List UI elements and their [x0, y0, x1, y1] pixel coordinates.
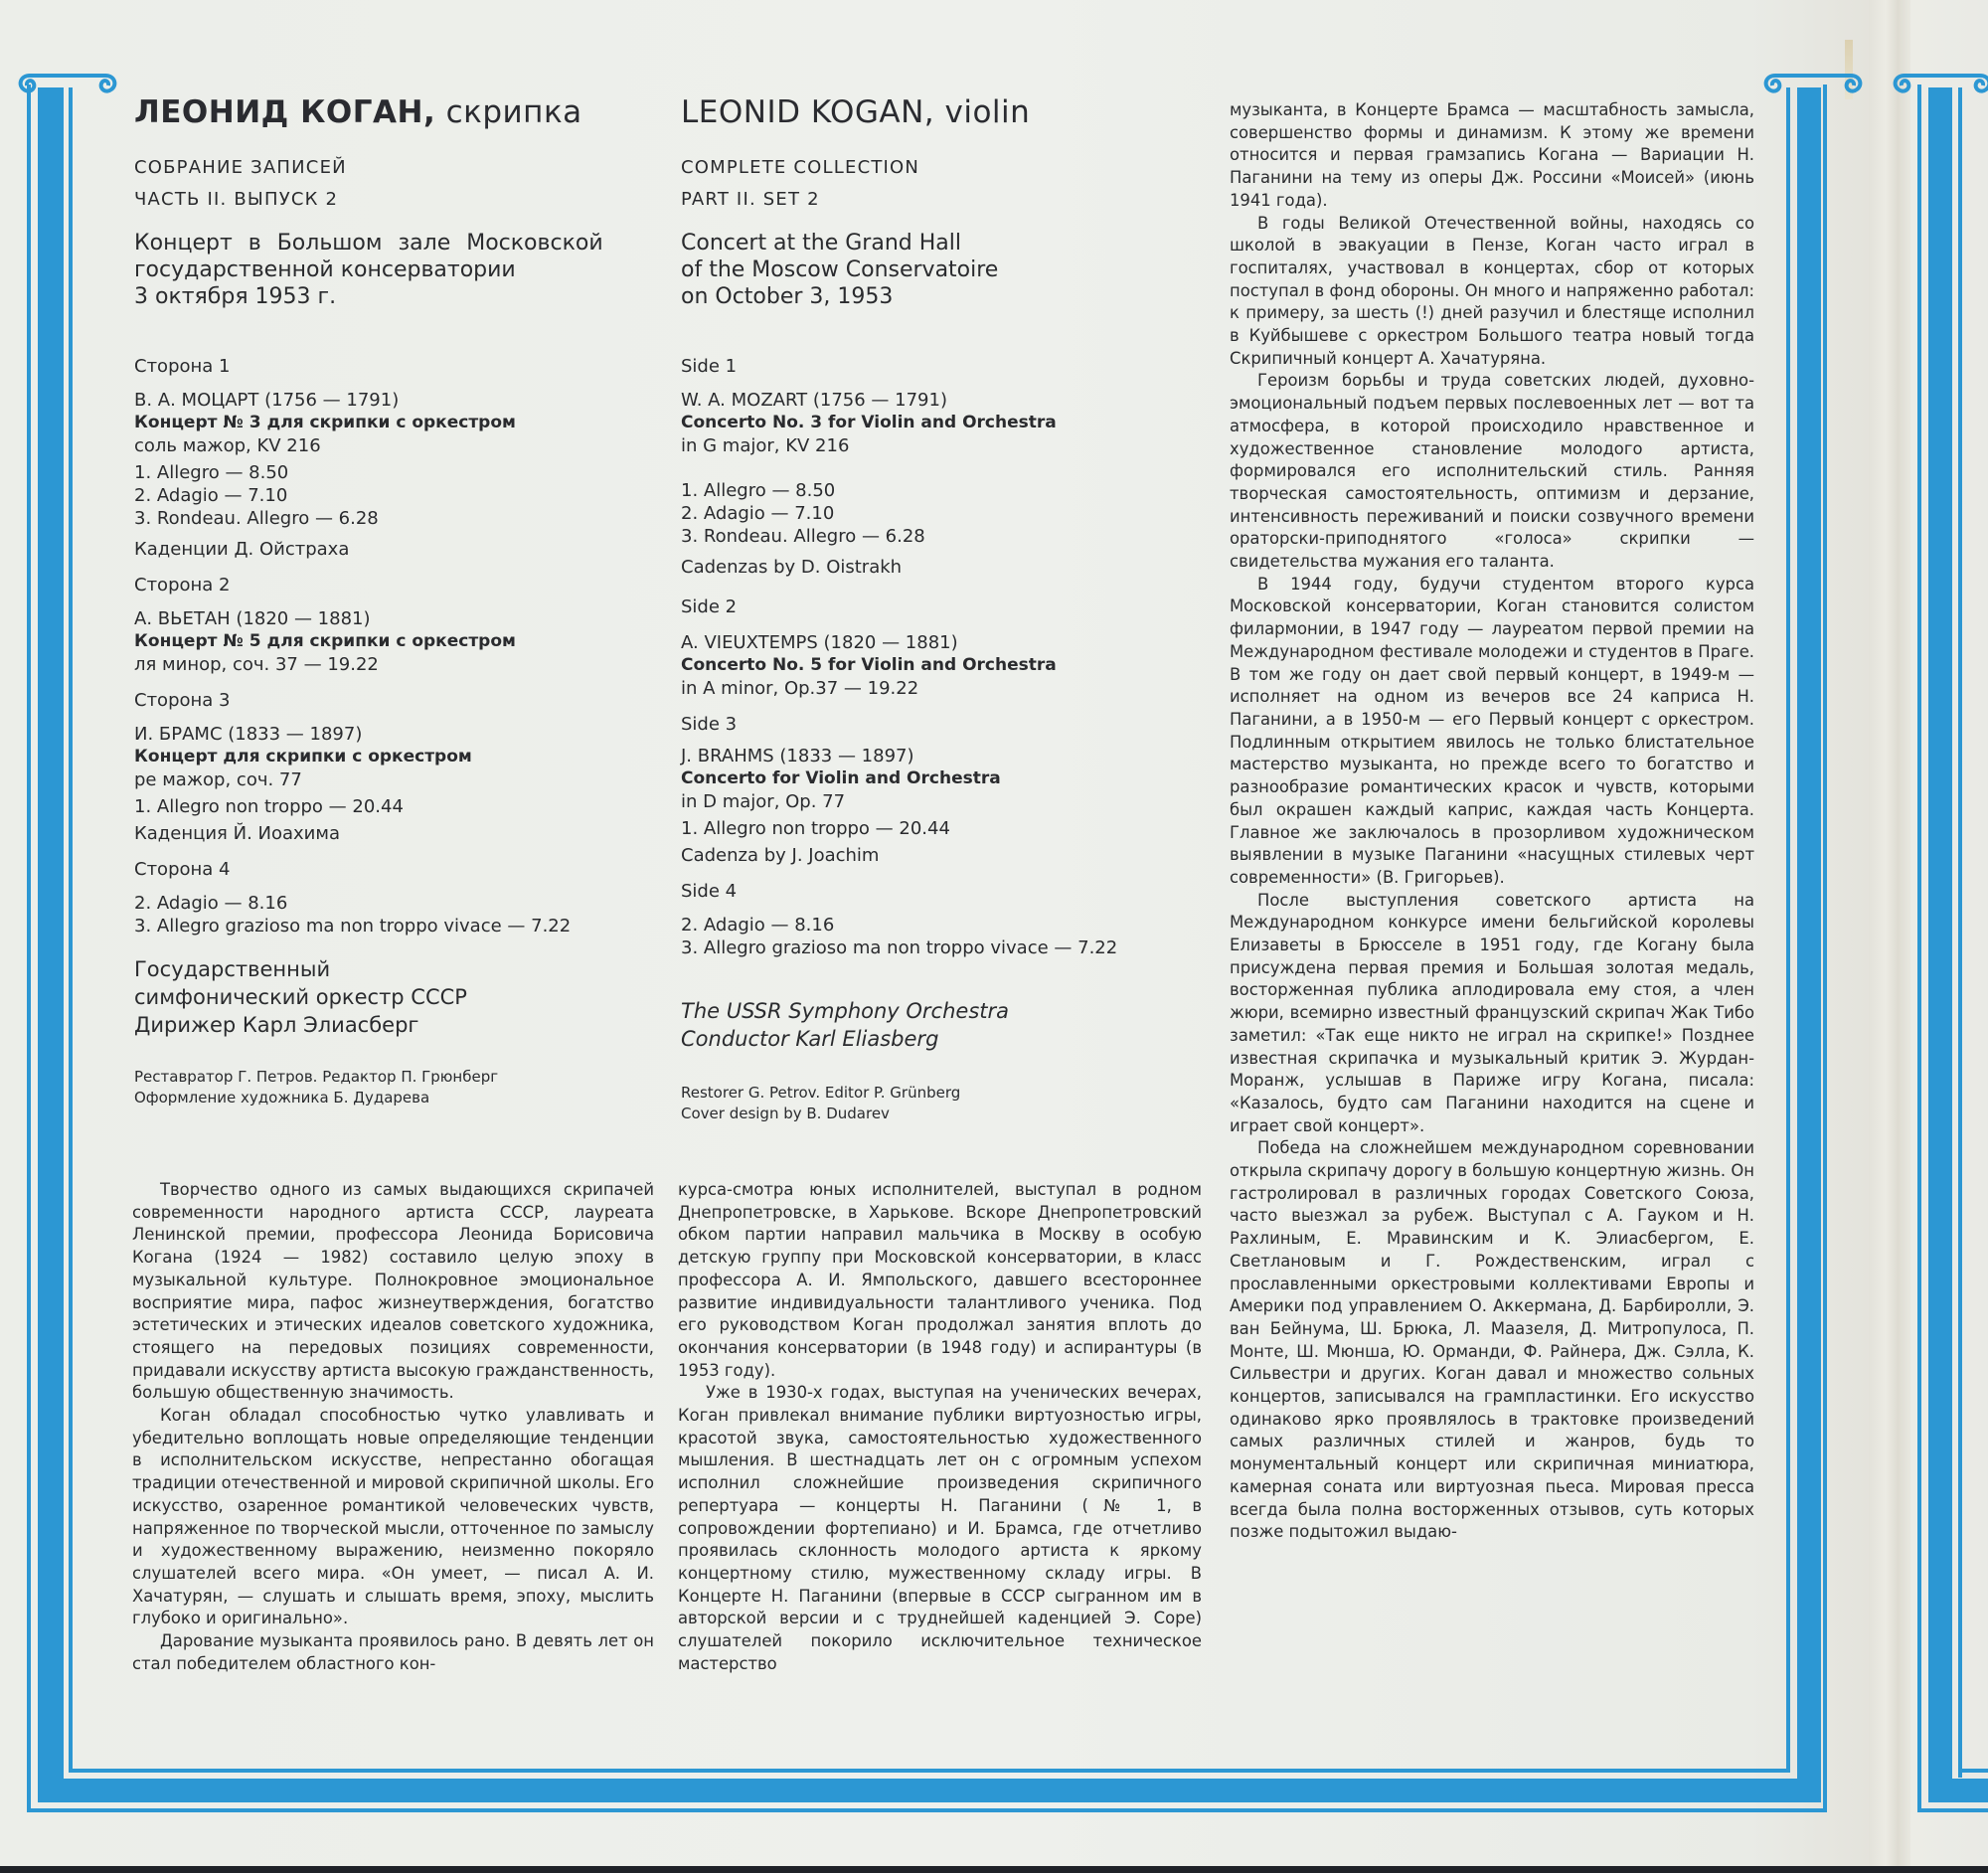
instrument: скрипка	[435, 94, 582, 130]
column-capital-icon	[1891, 68, 1988, 107]
work-key: in D major, Op. 77	[681, 791, 846, 812]
concert-line: on October 3, 1953	[681, 284, 894, 309]
orchestra-credit	[134, 955, 656, 1039]
track: 3. Rondeau. Allegro — 6.28	[134, 508, 379, 529]
essay-paragraph: Уже в 1930-х годах, выступая на ученических вечерах, Коган привлекал внимание публики виртуозностью игры, красотой звука, самостоятельностью художественного мышления. В шестнадцать лет он с огромным успехом исполнил сложнейшие произведения скрипичного репертуара — концерты Н. Паганини (№ 1, в сопровождении фортепиано) и И. Брамса, где отчетливо проявилась склонность молодого артиста к яркому концертному стилю, мужественному складу игры. В Концерте Н. Паганини (впервые в СССР сыгранном им в авторской версии и с труднейшей каденцией Э. Соре) слушателей покорило исключительное техническое мастерство	[678, 1383, 1202, 1673]
composer: W. A. MOZART (1756 — 1791)	[681, 390, 947, 411]
panel2-bottom-inner	[1958, 1769, 1988, 1773]
conductor-line: Conductor Karl Eliasberg	[681, 1027, 939, 1051]
orchestra-line: симфонический оркестр СССР	[134, 985, 467, 1009]
essay-paragraph: После выступления советского артиста на Международном конкурсе имени бельгийской королевы Елизаветы в Брюсселе в 1951 году, где Когану была присуждена первая премия и Большая золотая медаль, восторженная публика аплодировала ему стоя, а член жюри, всемирно известный французский скрипач Жак Тибо заметил: «Так еще никто не играл на скрипке!» Позднее известная скрипачка и музыкальный критик Э. Журдан-Моранж, услышав в Париже игру Когана, писала: «Казалось, будто сам Паганини находится на сцене и играет свой концерт».	[1230, 890, 1754, 1135]
concert-line: Concert at the Grand Hall	[681, 231, 961, 255]
cadenza-note: Каденции Д. Ойстраха	[134, 539, 350, 560]
work-title: Concerto No. 3 for Violin and Orchestra	[681, 413, 1057, 432]
essay-paragraph: В 1944 году, будучи студентом второго курса Московской консерватории, Коган становится солистом филармонии, в 1947 году — лауреатом первой премии на Международном фестивале молодежи и студентов в Праге. В том же году он дает свой первый концерт, в 1949-м — исполняет на одном из вечеров все 24 каприса Н. Паганини, а в 1950-м — его Первый концерт с оркестром. Подлинным открытием явилось не только блистательное мастерство музыканта, но прежде всего то богатство и разнообразие романтических красок и чувств, которыми был окрашен каждый каприс, каждая часть Концерта. Главное же заключалось в прозорливом художническом выявлении в музыке Паганини «насущных стилевых черт современности» (В. Григорьев).	[1230, 574, 1754, 887]
side-label: Сторона 2	[134, 575, 231, 596]
track: 3. Allegro grazioso ma non troppo vivace — 7.22	[681, 937, 1118, 958]
frame-right-band	[1797, 87, 1821, 1802]
track: 1. Allegro non troppo — 20.44	[681, 818, 950, 839]
track: 2. Adagio — 8.16	[134, 893, 288, 914]
concert-line: of the Moscow Conservatoire	[681, 257, 999, 282]
essay-paragraph: Дарование музыканта проявилось рано. В девять лет он стал победителем областного кон-	[132, 1631, 654, 1673]
panel2-outer-line	[1917, 85, 1921, 1812]
panel2-band	[1928, 87, 1952, 1802]
track: 1. Allegro non troppo — 20.44	[134, 796, 404, 817]
track: 3. Allegro grazioso ma non troppo vivace — 7.22	[134, 916, 572, 936]
work-title: Concerto No. 5 for Violin and Orchestra	[681, 655, 1057, 675]
essay-paragraph: Победа на сложнейшем международном соревновании открыла скрипачу дорогу в большую концертную жизнь. Он гастролировал в различных городах Советского Союза, часто выезжал за рубеж. Выступал с А. Гауком и Н. Рахлиным, Е. Мравинским и К. Элиасбергом, Е. Светлановым и Г. Рождественским, играл с прославленными оркестровыми коллективами Европы и Америки под управлением О. Аккермана, Д. Барбиролли, Э. ван Бейнума, Ш. Брюка, Л. Маазеля, Д. Митропулоса, П. Монте, Ш. Мюнша, Ю. Орманди, Ф. Райнера, Дж. Сэлла, К. Сильвестри и других. Коган давал и множество сольных концертов, записывался на грампластинки. Его искусство одинаково ярко проявлялось в трактовке произведений самых различных стилей и жанров, будь то монументальный концерт или скрипичная миниатюра, камерная соната или виртуозная пьеса. Мировая пресса всегда была полна восторженных отзывов, суть которых позже подытожил выдаю-	[1230, 1138, 1754, 1542]
orchestra-line: Государственный	[134, 957, 331, 981]
cadenza-note: Cadenza by J. Joachim	[681, 845, 880, 866]
concert-line: Концерт в Большом зале Московской	[134, 231, 603, 255]
artist-name: ЛЕОНИД КОГАН,	[134, 94, 436, 130]
russian-tracklist	[134, 94, 656, 1108]
column-capital-icon	[16, 68, 119, 107]
essay-paragraph: Коган обладал способностью чутко улавливать и убедительно воплощать новые определяющие тенденции в исполнительском искусстве, непрестанно обогащая традиции отечественной и мировой скрипичной школы. Его искусство, озаренное романтикой человеческих чувств, напряженное по творческой мысли, отточенное по замыслу и художественному выражению, неизменно покоряло слушателей всего мира. «Он умеет, — писал А. И. Хачатурян, — слушать и слышать время, эпоху, мыслить глубоко и оригинально».	[132, 1406, 654, 1628]
composer: И. БРАМС (1833 — 1897)	[134, 724, 363, 745]
track: 2. Adagio — 7.10	[681, 503, 835, 524]
english-tracklist	[681, 94, 1218, 1124]
bottom-edge	[0, 1866, 1988, 1873]
essay-paragraph: Героизм борьбы и труда советских людей, духовно-эмоциональный подъем первых послевоенных лет — вот та атмосфера, в которой происходило нравственное и художественное становление молодого артиста, формировался его исполнительский стиль. Ранняя творческая самостоятельность, оптимизм и дерзание, интенсивность переживаний и поиски созвучного времени ораторски-приподнятого «голоса» скрипки — свидетельства мужания его таланта.	[1230, 371, 1754, 572]
essay-paragraph: Творчество одного из самых выдающихся скрипачей современности народного артиста СССР, лауреата Ленинской премии, профессора Леонида Борисовича Когана (1924 — 1982) составило целую эпоху в музыкальной культуре. Полнокровное эмоциональное восприятие мира, пафос жизнеутверждения, богатство эстетических и этических идеалов советского художника, стоящего на передовых позициях современности, придавали искусству артиста высокую гражданственность, большую общественную значимость.	[132, 1180, 654, 1403]
essay-paragraph: курса-смотра юных исполнителей, выступал в родном Днепропетровске, в Харькове. Вскоре Днепропетровский обком партии направил мальчика в Москву в особую детскую группу при Московской консерватории, в класс профессора А. И. Ямпольского, давшего всестороннее развитие индивидуальности талантливого ученика. Под его руководством Коган продолжал занятия вплоть до окончания консерватории (в 1948 году) и аспирантуры (в 1953 году).	[678, 1180, 1202, 1380]
work-title: Концерт для скрипки с оркестром	[134, 747, 472, 766]
fold-spine	[1869, 0, 1910, 1873]
artist-name: LEONID KOGAN,	[681, 94, 935, 130]
instrument: violin	[934, 94, 1031, 130]
panel2-bottom-outer	[1917, 1808, 1988, 1812]
frame-right-outer-line	[1823, 85, 1827, 1812]
panel2-bottom-band	[1928, 1779, 1988, 1802]
frame-left-outer-line	[27, 85, 31, 1812]
track: 3. Rondeau. Allegro — 6.28	[681, 526, 925, 547]
work-key: in A minor, Op.37 — 19.22	[681, 678, 919, 699]
side-label: Сторона 3	[134, 690, 231, 711]
concert-line: 3 октября 1953 г.	[134, 284, 337, 309]
side-label: Сторона 4	[134, 859, 231, 880]
production-credit: Оформление художника Б. Дударева	[134, 1089, 430, 1107]
collection-label: COMPLETE COLLECTION	[681, 157, 920, 178]
essay-column-1	[132, 1179, 654, 1675]
orchestra-credit	[681, 997, 1218, 1053]
frame-right-inner-line	[1786, 87, 1790, 1773]
side-label: Side 2	[681, 596, 738, 617]
russian-title	[134, 94, 656, 130]
panel2-inner-line	[1958, 87, 1962, 1778]
track: 1. Allegro — 8.50	[681, 480, 836, 501]
frame-left-inner-line	[69, 87, 73, 1772]
production-credit: Restorer G. Petrov. Editor P. Grünberg	[681, 1084, 961, 1102]
orchestra-line: The USSR Symphony Orchestra	[681, 999, 1010, 1023]
concert-info	[134, 230, 656, 310]
english-title	[681, 94, 1218, 130]
essay-column-2	[678, 1179, 1202, 1675]
essay-paragraph: В годы Великой Отечественной войны, находясь со школой в эвакуации в Пензе, Коган часто играл в госпиталях, участвовал в концертах, сбор от которых поступал в фонд обороны. Он много и напряженно работал: к примеру, за шесть (!) дней разучил и блестяще исполнил в Куйбышеве с оркестром Большого театра новый тогда Скрипичный концерт А. Хачатуряна.	[1230, 213, 1754, 368]
side-label: Side 3	[681, 714, 738, 735]
composer: J. BRAHMS (1833 — 1897)	[681, 746, 914, 766]
cadenza-note: Cadenzas by D. Oistrakh	[681, 557, 903, 578]
side-label: Сторона 1	[134, 356, 231, 377]
concert-info	[681, 230, 1218, 310]
collection-label: СОБРАНИЕ ЗАПИСЕЙ	[134, 157, 347, 178]
side-label: Side 1	[681, 356, 738, 377]
frame-bottom-band	[38, 1779, 1821, 1802]
composer: В. А. МОЦАРТ (1756 — 1791)	[134, 390, 400, 411]
side-label: Side 4	[681, 881, 738, 902]
work-title: Concerto for Violin and Orchestra	[681, 768, 1001, 788]
work-key: ля минор, соч. 37 — 19.22	[134, 654, 379, 675]
concert-line: государственной консерватории	[134, 257, 516, 282]
part-label: PART II. SET 2	[681, 189, 820, 210]
conductor-line: Дирижер Карл Элиасберг	[134, 1013, 419, 1037]
part-label: ЧАСТЬ II. ВЫПУСК 2	[134, 189, 339, 210]
essay-paragraph: музыканта, в Концерте Брамса — масштабность замысла, совершенство формы и динамизм. К этому же времени относится и первая грамзапись Когана — Вариации Н. Паганини на тему из оперы Дж. Россини «Моисей» (июнь 1941 года).	[1230, 100, 1754, 210]
production-credit: Реставратор Г. Петров. Редактор П. Грюнберг	[134, 1068, 499, 1086]
column-capital-icon	[1761, 68, 1865, 107]
track: 2. Adagio — 8.16	[681, 915, 835, 936]
track: 1. Allegro — 8.50	[134, 462, 289, 483]
composer: A. VIEUXTEMPS (1820 — 1881)	[681, 632, 958, 653]
frame-bottom-inner-line	[69, 1769, 1790, 1773]
production-credit: Cover design by B. Dudarev	[681, 1105, 890, 1122]
frame-left-band	[38, 87, 64, 1802]
cadenza-note: Каденция Й. Иоахима	[134, 823, 340, 844]
track: 2. Adagio — 7.10	[134, 485, 288, 506]
work-title: Концерт № 5 для скрипки с оркестром	[134, 631, 516, 651]
essay-column-3	[1230, 99, 1754, 1544]
work-key: ре мажор, соч. 77	[134, 769, 302, 790]
work-key: соль мажор, KV 216	[134, 435, 321, 456]
frame-bottom-outer-line	[27, 1808, 1826, 1812]
work-title: Концерт № 3 для скрипки с оркестром	[134, 413, 516, 432]
composer: А. ВЬЕТАН (1820 — 1881)	[134, 608, 371, 629]
work-key: in G major, KV 216	[681, 435, 850, 456]
